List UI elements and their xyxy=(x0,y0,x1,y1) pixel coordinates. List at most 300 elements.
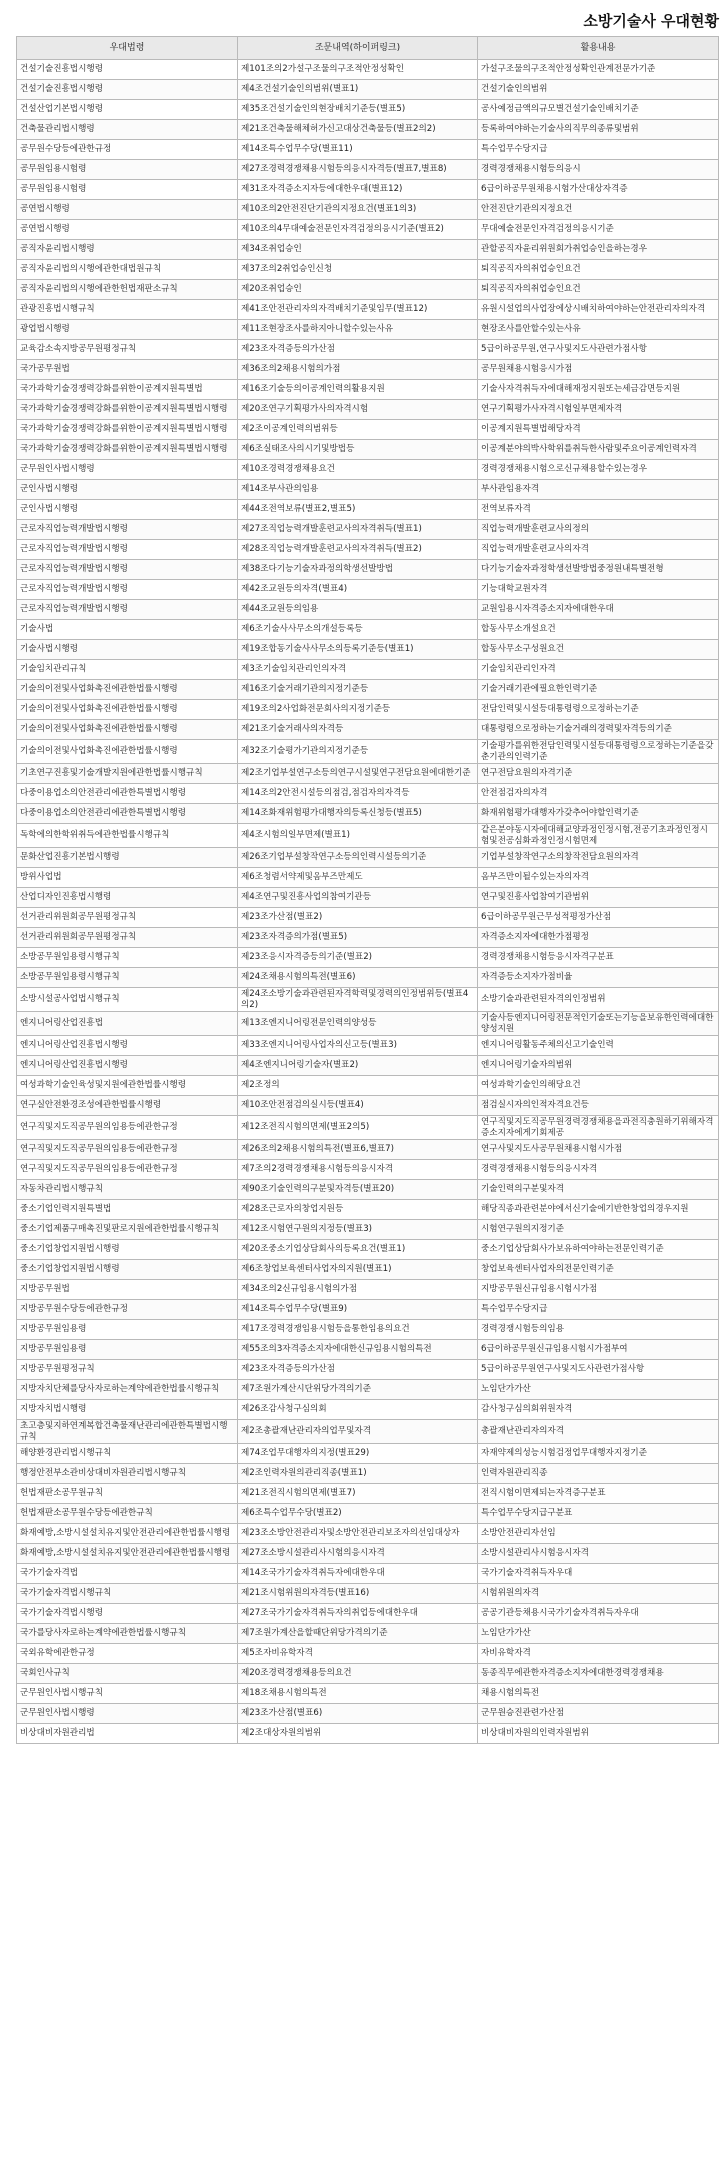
law-cell: 초고층및지하연계복합건축물재난관리에관한특별법시행규칙 xyxy=(17,1420,238,1444)
law-cell: 다중이용업소의안전관리에관한특별법시행령 xyxy=(17,804,238,824)
table-row xyxy=(17,1320,719,1340)
table-row xyxy=(17,1624,719,1644)
table-row xyxy=(17,1076,719,1096)
usage-cell: 건설기술인의범위 xyxy=(478,80,719,100)
law-cell: 군인사법시행령 xyxy=(17,480,238,500)
usage-cell: 기능대학교원자격 xyxy=(478,580,719,600)
table-row xyxy=(17,1664,719,1684)
article-link-cell[interactable]: 제27조경력경쟁채용시험등의응시자격등(별표7,별표8) xyxy=(238,160,478,180)
table-row xyxy=(17,60,719,80)
usage-cell: 시험위원의자격 xyxy=(478,1584,719,1604)
article-link-cell[interactable]: 제26조감사청구심의회 xyxy=(238,1400,478,1420)
law-cell: 군인사법시행령 xyxy=(17,500,238,520)
law-cell: 지방공무원수당등에관한규정 xyxy=(17,1300,238,1320)
article-link-cell[interactable]: 제34조취업승인 xyxy=(238,240,478,260)
table-row xyxy=(17,988,719,1012)
page-title: 소방기술사 우대현황 xyxy=(583,12,719,30)
law-cell: 근로자직업능력개발법시행령 xyxy=(17,580,238,600)
law-cell: 기술임치관리규칙 xyxy=(17,660,238,680)
article-link-cell[interactable]: 제2조이공계인력의범위등 xyxy=(238,420,478,440)
article-link-cell[interactable]: 제6조청렴서약제및옴부즈만제도 xyxy=(238,868,478,888)
table-row xyxy=(17,220,719,240)
usage-cell: 기술인력의구분및자격 xyxy=(478,1180,719,1200)
law-cell: 공직자윤리법의시행에관한헌법재판소규칙 xyxy=(17,280,238,300)
table-row xyxy=(17,1464,719,1484)
law-cell: 군무원인사법시행령 xyxy=(17,1704,238,1724)
table-row xyxy=(17,764,719,784)
table-row xyxy=(17,540,719,560)
article-link-cell[interactable]: 제17조경력경쟁임용시험등을통한임용의요건 xyxy=(238,1320,478,1340)
law-cell: 기술사법 xyxy=(17,620,238,640)
table-row xyxy=(17,1096,719,1116)
law-cell: 엔지니어링산업진흥법시행령 xyxy=(17,1036,238,1056)
article-link-cell[interactable]: 제10조안전점검의실시등(별표4) xyxy=(238,1096,478,1116)
table-body xyxy=(17,60,719,1744)
law-cell: 지방공무원임용령 xyxy=(17,1320,238,1340)
article-link-cell[interactable]: 제18조채용시험의특전 xyxy=(238,1684,478,1704)
law-cell: 국가공무원법 xyxy=(17,360,238,380)
usage-cell: 공무원채용시험응시가점 xyxy=(478,360,719,380)
article-link-cell[interactable]: 제20조연구기획평가사의자격시험 xyxy=(238,400,478,420)
article-link-cell[interactable]: 제4조연구및진흥사업의참여기관등 xyxy=(238,888,478,908)
usage-cell: 옴부즈만이될수있는자의자격 xyxy=(478,868,719,888)
usage-cell: 가설구조물의구조적안정성확인관계전문가기준 xyxy=(478,60,719,80)
usage-cell: 같은분야동시자에대해교양과정인정시험,전공기초과정인정시험및전공심화과정인정시험면제 xyxy=(478,824,719,848)
law-cell: 화재예방,소방시설설치유지및안전관리에관한법률시행령 xyxy=(17,1544,238,1564)
table-row xyxy=(17,804,719,824)
article-link-cell[interactable]: 제42조교원등의자격(별표4) xyxy=(238,580,478,600)
table-row xyxy=(17,420,719,440)
article-link-cell[interactable]: 제23조자격증등의가산점 xyxy=(238,1360,478,1380)
usage-cell: 엔지니어링기술자의범위 xyxy=(478,1056,719,1076)
article-link-cell[interactable]: 제6조기술사사무소의개설등록등 xyxy=(238,620,478,640)
table-row xyxy=(17,240,719,260)
usage-cell: 점검실시자의인적자격요건등 xyxy=(478,1096,719,1116)
article-link-cell[interactable]: 제14조국가기술자격취득자에대한우대 xyxy=(238,1564,478,1584)
table-row xyxy=(17,1544,719,1564)
usage-cell: 연구사및지도사공무원채용시험시가점 xyxy=(478,1140,719,1160)
article-link-cell[interactable]: 제55조의3자격증소지자에대한신규임용시험의특전 xyxy=(238,1340,478,1360)
table-row xyxy=(17,1724,719,1744)
article-link-cell[interactable]: 제3조기술임치관리인의자격 xyxy=(238,660,478,680)
article-link-cell[interactable]: 제23조소방안전관리자및소방안전관리보조자의선임대상자 xyxy=(238,1524,478,1544)
table-row xyxy=(17,1704,719,1724)
table-row xyxy=(17,848,719,868)
article-link-cell[interactable]: 제4조건설기술인의범위(별표1) xyxy=(238,80,478,100)
law-cell: 엔지니어링산업진흥법시행령 xyxy=(17,1056,238,1076)
table-row xyxy=(17,1056,719,1076)
usage-cell: 자비유학자격 xyxy=(478,1644,719,1664)
table-row xyxy=(17,1280,719,1300)
law-cell: 소방시설공사업법시행규칙 xyxy=(17,988,238,1012)
table-row xyxy=(17,1604,719,1624)
law-cell: 국가기술자격법시행령 xyxy=(17,1604,238,1624)
table-row xyxy=(17,1220,719,1240)
table-row xyxy=(17,1200,719,1220)
usage-cell: 전역보류자격 xyxy=(478,500,719,520)
table-row xyxy=(17,100,719,120)
law-cell: 국가를당사자로하는계약에관한법률시행규칙 xyxy=(17,1624,238,1644)
law-cell: 행정안전부소관비상대비자원관리법시행규칙 xyxy=(17,1464,238,1484)
article-link-cell[interactable]: 제19조합동기술사사무소의등록기준등(별표1) xyxy=(238,640,478,660)
law-cell: 건축물관리법시행령 xyxy=(17,120,238,140)
usage-cell: 엔지니어링활동주체의신고기술인력 xyxy=(478,1036,719,1056)
usage-cell: 동종직무에관한자격증소지자에대한경력경쟁채용 xyxy=(478,1664,719,1684)
table-header-row xyxy=(17,37,719,60)
law-cell: 국가과학기술경쟁력강화를위한이공계지원특별법시행령 xyxy=(17,440,238,460)
table-row xyxy=(17,1340,719,1360)
table-row xyxy=(17,1260,719,1280)
usage-cell: 총괄재난관리자의자격 xyxy=(478,1420,719,1444)
usage-cell: 기술평가를위한전담인력및시설등대통령령으로정하는기준을갖춘기관의인력기준 xyxy=(478,740,719,764)
usage-cell: 특수업무수당지급구분표 xyxy=(478,1504,719,1524)
table-row xyxy=(17,120,719,140)
usage-cell: 자격증등소지자가점비율 xyxy=(478,968,719,988)
usage-cell: 자재약제의성능시험검정업무대행자지정기준 xyxy=(478,1444,719,1464)
usage-cell: 직업능력개발훈련교사의자격 xyxy=(478,540,719,560)
article-link-cell[interactable]: 제14조의2안전시설등의점검,점검자의자격등 xyxy=(238,784,478,804)
law-cell: 연구직및지도직공무원의임용등에관한규정 xyxy=(17,1140,238,1160)
article-link-cell[interactable]: 제34조의2신규임용시험의가점 xyxy=(238,1280,478,1300)
usage-cell: 국가기술자격취득자우대 xyxy=(478,1564,719,1584)
article-link-cell[interactable]: 제23조응시자격증등의기준(별표2) xyxy=(238,948,478,968)
law-cell: 근로자직업능력개발법시행령 xyxy=(17,540,238,560)
usage-cell: 합동사무소개설요건 xyxy=(478,620,719,640)
usage-cell: 대통령령으로정하는기술거래의경력및자격등의기준 xyxy=(478,720,719,740)
usage-cell: 퇴직공직자의취업승인요건 xyxy=(478,280,719,300)
table-row xyxy=(17,500,719,520)
usage-cell: 전담인력및시설등대통령령으로정하는기준 xyxy=(478,700,719,720)
article-link-cell[interactable]: 제20조경력경쟁채용등의요건 xyxy=(238,1664,478,1684)
article-link-cell[interactable]: 제28조직업능력개발훈련교사의자격취득(별표2) xyxy=(238,540,478,560)
law-cell: 엔지니어링산업진흥법 xyxy=(17,1012,238,1036)
article-link-cell[interactable]: 제31조자격증소지자등에대한우대(별표12) xyxy=(238,180,478,200)
law-cell: 연구직및지도직공무원의임용등에관한규정 xyxy=(17,1160,238,1180)
law-cell: 해양환경관리법시행규칙 xyxy=(17,1444,238,1464)
table-row xyxy=(17,560,719,580)
usage-cell: 자격증소지자에대한가점평정 xyxy=(478,928,719,948)
usage-cell: 기술거래기관에필요한인력기준 xyxy=(478,680,719,700)
article-link-cell[interactable]: 제14조부사관의임용 xyxy=(238,480,478,500)
usage-cell: 특수업무수당지급 xyxy=(478,1300,719,1320)
table-row xyxy=(17,280,719,300)
law-cell: 광업법시행령 xyxy=(17,320,238,340)
article-link-cell[interactable]: 제6조실태조사의시기및방법등 xyxy=(238,440,478,460)
law-cell: 건설기술진흥법시행령 xyxy=(17,60,238,80)
law-cell: 지방공무원임용령 xyxy=(17,1340,238,1360)
header-usage: 활용내용 xyxy=(478,37,719,60)
table-row xyxy=(17,740,719,764)
usage-cell: 경력경쟁채용시험등응시자격구분표 xyxy=(478,948,719,968)
article-link-cell[interactable]: 제21조건축물해체허가신고대상건축물등(별표2의2) xyxy=(238,120,478,140)
table-row xyxy=(17,260,719,280)
law-cell: 국가과학기술경쟁력강화를위한이공계지원특별법시행령 xyxy=(17,420,238,440)
article-link-cell[interactable]: 제20조취업승인 xyxy=(238,280,478,300)
article-link-cell[interactable]: 제37조의2취업승인신청 xyxy=(238,260,478,280)
law-cell: 근로자직업능력개발법시행령 xyxy=(17,520,238,540)
law-cell: 지방자치단체를당사자로하는계약에관한법률시행규칙 xyxy=(17,1380,238,1400)
law-cell: 관광진흥법시행규칙 xyxy=(17,300,238,320)
usage-cell: 감사청구심의회위원자격 xyxy=(478,1400,719,1420)
law-cell: 공연법시행령 xyxy=(17,220,238,240)
article-link-cell[interactable]: 제26조기업부설창작연구소등의인력시설등의기준 xyxy=(238,848,478,868)
usage-cell: 연구직및지도직공무원경력경쟁채용을과전직충원하기위해자격증소지자에게기회제공 xyxy=(478,1116,719,1140)
law-cell: 헌법재판소공무원규칙 xyxy=(17,1484,238,1504)
usage-cell: 안전진단기관의지정요건 xyxy=(478,200,719,220)
table-row xyxy=(17,440,719,460)
usage-cell: 합동사무소구성원요건 xyxy=(478,640,719,660)
law-cell: 공무원수당등에관한규정 xyxy=(17,140,238,160)
article-link-cell[interactable]: 제41조안전관리자의자격배치기준및임무(별표12) xyxy=(238,300,478,320)
table-row xyxy=(17,1360,719,1380)
article-link-cell[interactable]: 제2조인력자원의관리직종(별표1) xyxy=(238,1464,478,1484)
table-row xyxy=(17,80,719,100)
law-cell: 선거관리위원회공무원평정규칙 xyxy=(17,928,238,948)
usage-cell: 연구기획평가사자격시험일부면제자격 xyxy=(478,400,719,420)
article-link-cell[interactable]: 제27조국가기술자격취득자의취업등에대한우대 xyxy=(238,1604,478,1624)
table-row xyxy=(17,340,719,360)
usage-cell: 다기능기술자과정학생선발방법중정원내특별전형 xyxy=(478,560,719,580)
table-row xyxy=(17,520,719,540)
usage-cell: 6급이하공무원채용시험가산대상자격증 xyxy=(478,180,719,200)
law-cell: 공직자윤리법의시행에관한대법원규칙 xyxy=(17,260,238,280)
table-row xyxy=(17,140,719,160)
table-row xyxy=(17,1036,719,1056)
law-cell: 군무원인사법시행규칙 xyxy=(17,1684,238,1704)
usage-cell: 이공계지원특별법해당자격 xyxy=(478,420,719,440)
table-row xyxy=(17,1240,719,1260)
table-row xyxy=(17,824,719,848)
article-link-cell[interactable]: 제20조중소기업상담회사의등록요건(별표1) xyxy=(238,1240,478,1260)
table-row xyxy=(17,1180,719,1200)
table-row xyxy=(17,600,719,620)
usage-cell: 퇴직공직자의취업승인요건 xyxy=(478,260,719,280)
article-link-cell[interactable]: 제10조의4무대예술전문인자격검정의응시기준(별표2) xyxy=(238,220,478,240)
usage-cell: 5급이하공무원연구사및지도사관련가점사항 xyxy=(478,1360,719,1380)
law-cell: 공직자윤리법시행령 xyxy=(17,240,238,260)
table-row xyxy=(17,640,719,660)
law-cell: 지방공무원법 xyxy=(17,1280,238,1300)
usage-cell: 관할공직자윤리위원회가취업승인을하는경우 xyxy=(478,240,719,260)
law-cell: 연구실안전환경조성에관한법률시행령 xyxy=(17,1096,238,1116)
article-link-cell[interactable]: 제21조전직시험의면제(별표7) xyxy=(238,1484,478,1504)
article-link-cell[interactable]: 제14조화재위험평가대행자의등록신청등(별표5) xyxy=(238,804,478,824)
article-link-cell[interactable]: 제4조시험의일부면제(별표1) xyxy=(238,824,478,848)
table-row xyxy=(17,620,719,640)
usage-cell: 경력경쟁채용시험으로신규채용할수있는경우 xyxy=(478,460,719,480)
table-row xyxy=(17,968,719,988)
article-link-cell[interactable]: 제101조의2가설구조물의구조적안정성확인 xyxy=(238,60,478,80)
law-cell: 국가기술자격법 xyxy=(17,1564,238,1584)
usage-cell: 6급이하공무원근무성적평정가산점 xyxy=(478,908,719,928)
article-link-cell[interactable]: 제28조근로자의창업지원등 xyxy=(238,1200,478,1220)
article-link-cell[interactable]: 제32조기술평가기관의지정기준등 xyxy=(238,740,478,764)
usage-cell: 6급이하공무원신규임용시험시가점부여 xyxy=(478,1340,719,1360)
law-cell: 문화산업진흥기본법시행령 xyxy=(17,848,238,868)
table-row xyxy=(17,1012,719,1036)
article-link-cell[interactable]: 제6조창업보육센터사업자의지원(별표1) xyxy=(238,1260,478,1280)
table-row xyxy=(17,700,719,720)
article-link-cell[interactable]: 제16조기술거래기관의지정기준등 xyxy=(238,680,478,700)
article-link-cell[interactable]: 제36조의2채용시험의가점 xyxy=(238,360,478,380)
usage-cell: 소방안전관리자선임 xyxy=(478,1524,719,1544)
article-link-cell[interactable]: 제4조엔지니어링기술자(별표2) xyxy=(238,1056,478,1076)
usage-cell: 창업보육센터사업자의전문인력기준 xyxy=(478,1260,719,1280)
header-article: 조문내역(하이퍼링크) xyxy=(238,37,478,60)
law-cell: 중소기업창업지원법시행령 xyxy=(17,1260,238,1280)
table-row xyxy=(17,1420,719,1444)
law-cell: 여성과학기술인육성및지원에관한법률시행령 xyxy=(17,1076,238,1096)
law-cell: 소방공무원임용령시행규칙 xyxy=(17,968,238,988)
table-row xyxy=(17,1140,719,1160)
law-cell: 헌법재판소공무원수당등에관한규칙 xyxy=(17,1504,238,1524)
law-cell: 지방공무원평정규칙 xyxy=(17,1360,238,1380)
law-cell: 지방자치법시행령 xyxy=(17,1400,238,1420)
law-cell: 공무원임용시험령 xyxy=(17,180,238,200)
law-cell: 비상대비자원관리법 xyxy=(17,1724,238,1744)
law-cell: 자동차관리법시행규칙 xyxy=(17,1180,238,1200)
article-link-cell[interactable]: 제2조총괄재난관리자의업무및자격 xyxy=(238,1420,478,1444)
article-link-cell[interactable]: 제7조원가계산시단위당가격의기준 xyxy=(238,1380,478,1400)
table-row xyxy=(17,360,719,380)
usage-cell: 소방시설관리사시험응시자격 xyxy=(478,1544,719,1564)
law-cell: 공무원임용시험령 xyxy=(17,160,238,180)
article-link-cell[interactable]: 제13조엔지니어링전문인력의양성등 xyxy=(238,1012,478,1036)
law-cell: 국회인사규칙 xyxy=(17,1664,238,1684)
article-link-cell[interactable]: 제21조기술거래사의자격등 xyxy=(238,720,478,740)
article-link-cell[interactable]: 제24조채용시험의특전(별표6) xyxy=(238,968,478,988)
table-row xyxy=(17,1564,719,1584)
article-link-cell[interactable]: 제90조기술인력의구분및자격등(별표20) xyxy=(238,1180,478,1200)
table-row xyxy=(17,660,719,680)
law-cell: 국가과학기술경쟁력강화를위한이공계지원특별법 xyxy=(17,380,238,400)
article-link-cell[interactable]: 제2조정의 xyxy=(238,1076,478,1096)
table-row xyxy=(17,1504,719,1524)
usage-cell: 기술사자격취득자에대해재정지원또는세금감면등지원 xyxy=(478,380,719,400)
article-link-cell[interactable]: 제26조의2채용시험의특전(별표6,별표7) xyxy=(238,1140,478,1160)
table-row xyxy=(17,400,719,420)
usage-cell: 전직시험이면제되는자격증구분표 xyxy=(478,1484,719,1504)
usage-cell: 경력경쟁시험등의임용 xyxy=(478,1320,719,1340)
article-link-cell[interactable]: 제44조교원등의임용 xyxy=(238,600,478,620)
usage-cell: 5급이하공무원,연구사및지도사관련가점사항 xyxy=(478,340,719,360)
article-link-cell[interactable]: 제35조건설기술인의현장배치기준등(별표5) xyxy=(238,100,478,120)
article-link-cell[interactable]: 제44조전역보류(별표2,별표5) xyxy=(238,500,478,520)
usage-cell: 교원임용시자격증소지자에대한우대 xyxy=(478,600,719,620)
usage-cell: 채용시험의특전 xyxy=(478,1684,719,1704)
table-row xyxy=(17,1484,719,1504)
table-row xyxy=(17,1644,719,1664)
article-link-cell[interactable]: 제14조특수업무수당(별표11) xyxy=(238,140,478,160)
usage-cell: 기술사등엔지니어링전문적인기술또는기능을보유한인력에대한양성지원 xyxy=(478,1012,719,1036)
article-link-cell[interactable]: 제74조업무대행자의지정(별표29) xyxy=(238,1444,478,1464)
law-cell: 산업디자인진흥법시행령 xyxy=(17,888,238,908)
table-row xyxy=(17,888,719,908)
article-link-cell[interactable]: 제7조원가계산을할때단위당가격의기준 xyxy=(238,1624,478,1644)
law-cell: 공연법시행령 xyxy=(17,200,238,220)
table-row xyxy=(17,928,719,948)
usage-cell: 연구전담요원의자격기준 xyxy=(478,764,719,784)
article-link-cell[interactable]: 제21조시험위원의자격등(별표16) xyxy=(238,1584,478,1604)
table-row xyxy=(17,784,719,804)
article-link-cell[interactable]: 제19조의2사업화전문회사의지정기준등 xyxy=(238,700,478,720)
article-link-cell[interactable]: 제14조특수업무수당(별표9) xyxy=(238,1300,478,1320)
table-row xyxy=(17,460,719,480)
usage-cell: 부사관임용자격 xyxy=(478,480,719,500)
law-cell: 기술의이전및사업화촉진에관한법률시행령 xyxy=(17,680,238,700)
article-link-cell[interactable]: 제2조기업부설연구소등의연구시설및연구전담요원에대한기준 xyxy=(238,764,478,784)
article-link-cell[interactable]: 제23조자격증등의가산점 xyxy=(238,340,478,360)
table-row xyxy=(17,320,719,340)
article-link-cell[interactable]: 제7조의2경력경쟁채용시험등의응시자격 xyxy=(238,1160,478,1180)
table-row xyxy=(17,380,719,400)
table-row xyxy=(17,580,719,600)
article-link-cell[interactable]: 제27조소방시설관리사시험의응시자격 xyxy=(238,1544,478,1564)
law-cell: 건설산업기본법시행령 xyxy=(17,100,238,120)
article-link-cell[interactable]: 제16조기술등의이공계인력의활용지원 xyxy=(238,380,478,400)
law-cell: 중소기업제품구매촉진및판로지원에관한법률시행규칙 xyxy=(17,1220,238,1240)
law-cell: 건설기술진흥법시행령 xyxy=(17,80,238,100)
law-cell: 기술사법시행령 xyxy=(17,640,238,660)
law-cell: 연구직및지도직공무원의임용등에관한규정 xyxy=(17,1116,238,1140)
law-cell: 기술의이전및사업화촉진에관한법률시행령 xyxy=(17,720,238,740)
law-cell: 군무원인사법시행령 xyxy=(17,460,238,480)
usage-cell: 해당직종과관련분야에서신기술에기반한창업의경우지원 xyxy=(478,1200,719,1220)
article-link-cell[interactable]: 제38조다기능기술자과정의학생선발방법 xyxy=(238,560,478,580)
usage-cell: 여성과학기술인의해당요건 xyxy=(478,1076,719,1096)
article-link-cell[interactable]: 제23조자격증의가점(별표5) xyxy=(238,928,478,948)
usage-cell: 인력자원관리직종 xyxy=(478,1464,719,1484)
usage-cell: 기업부설창작연구소의창작전담요원의자격 xyxy=(478,848,719,868)
article-link-cell[interactable]: 제6조특수업무수당(별표2) xyxy=(238,1504,478,1524)
article-link-cell[interactable]: 제27조직업능력개발훈련교사의자격취득(별표1) xyxy=(238,520,478,540)
article-link-cell[interactable]: 제11조현장조사를하지아니할수있는사유 xyxy=(238,320,478,340)
article-link-cell[interactable]: 제23조가산점(별표6) xyxy=(238,1704,478,1724)
law-cell: 국외유학에관한규정 xyxy=(17,1644,238,1664)
preference-table xyxy=(16,36,719,1744)
usage-cell: 지방공무원신규임용시험시가점 xyxy=(478,1280,719,1300)
table-row xyxy=(17,480,719,500)
table-row xyxy=(17,200,719,220)
article-link-cell[interactable]: 제10조경력경쟁채용요건 xyxy=(238,460,478,480)
article-link-cell[interactable]: 제33조엔지니어링사업자의신고등(별표3) xyxy=(238,1036,478,1056)
table-row xyxy=(17,1444,719,1464)
usage-cell: 이공계분야의박사학위를취득한사람및주요이공계인력자격 xyxy=(478,440,719,460)
table-row xyxy=(17,180,719,200)
article-link-cell[interactable]: 제10조의2안전진단기관의지정요건(별표1의3) xyxy=(238,200,478,220)
article-link-cell[interactable]: 제23조가산점(별표2) xyxy=(238,908,478,928)
table-row xyxy=(17,1400,719,1420)
law-cell: 교육감소속지방공무원평정규칙 xyxy=(17,340,238,360)
table-row xyxy=(17,1160,719,1180)
law-cell: 방위사업법 xyxy=(17,868,238,888)
article-link-cell[interactable]: 제5조자비유학자격 xyxy=(238,1644,478,1664)
article-link-cell[interactable]: 제12조전직시험의면제(별표2의5) xyxy=(238,1116,478,1140)
usage-cell: 유원시설업의사업장에상시배치하여야하는안전관리자의자격 xyxy=(478,300,719,320)
table-row xyxy=(17,1524,719,1544)
article-link-cell[interactable]: 제24조소방기술과관련된자격학력및경력의인정범위등(별표4의2) xyxy=(238,988,478,1012)
article-link-cell[interactable]: 제2조대상자원의범위 xyxy=(238,1724,478,1744)
usage-cell: 소방기술과관련된자격의인정범위 xyxy=(478,988,719,1012)
usage-cell: 경력경쟁채용시험등의응시 xyxy=(478,160,719,180)
law-cell: 기술의이전및사업화촉진에관한법률시행령 xyxy=(17,700,238,720)
law-cell: 근로자직업능력개발법시행령 xyxy=(17,600,238,620)
usage-cell: 안전점검자의자격 xyxy=(478,784,719,804)
article-link-cell[interactable]: 제12조시험연구원의지정등(별표3) xyxy=(238,1220,478,1240)
usage-cell: 노임단가가산 xyxy=(478,1624,719,1644)
table-row xyxy=(17,680,719,700)
usage-cell: 등록하여야하는기술사의직무의종류및범위 xyxy=(478,120,719,140)
